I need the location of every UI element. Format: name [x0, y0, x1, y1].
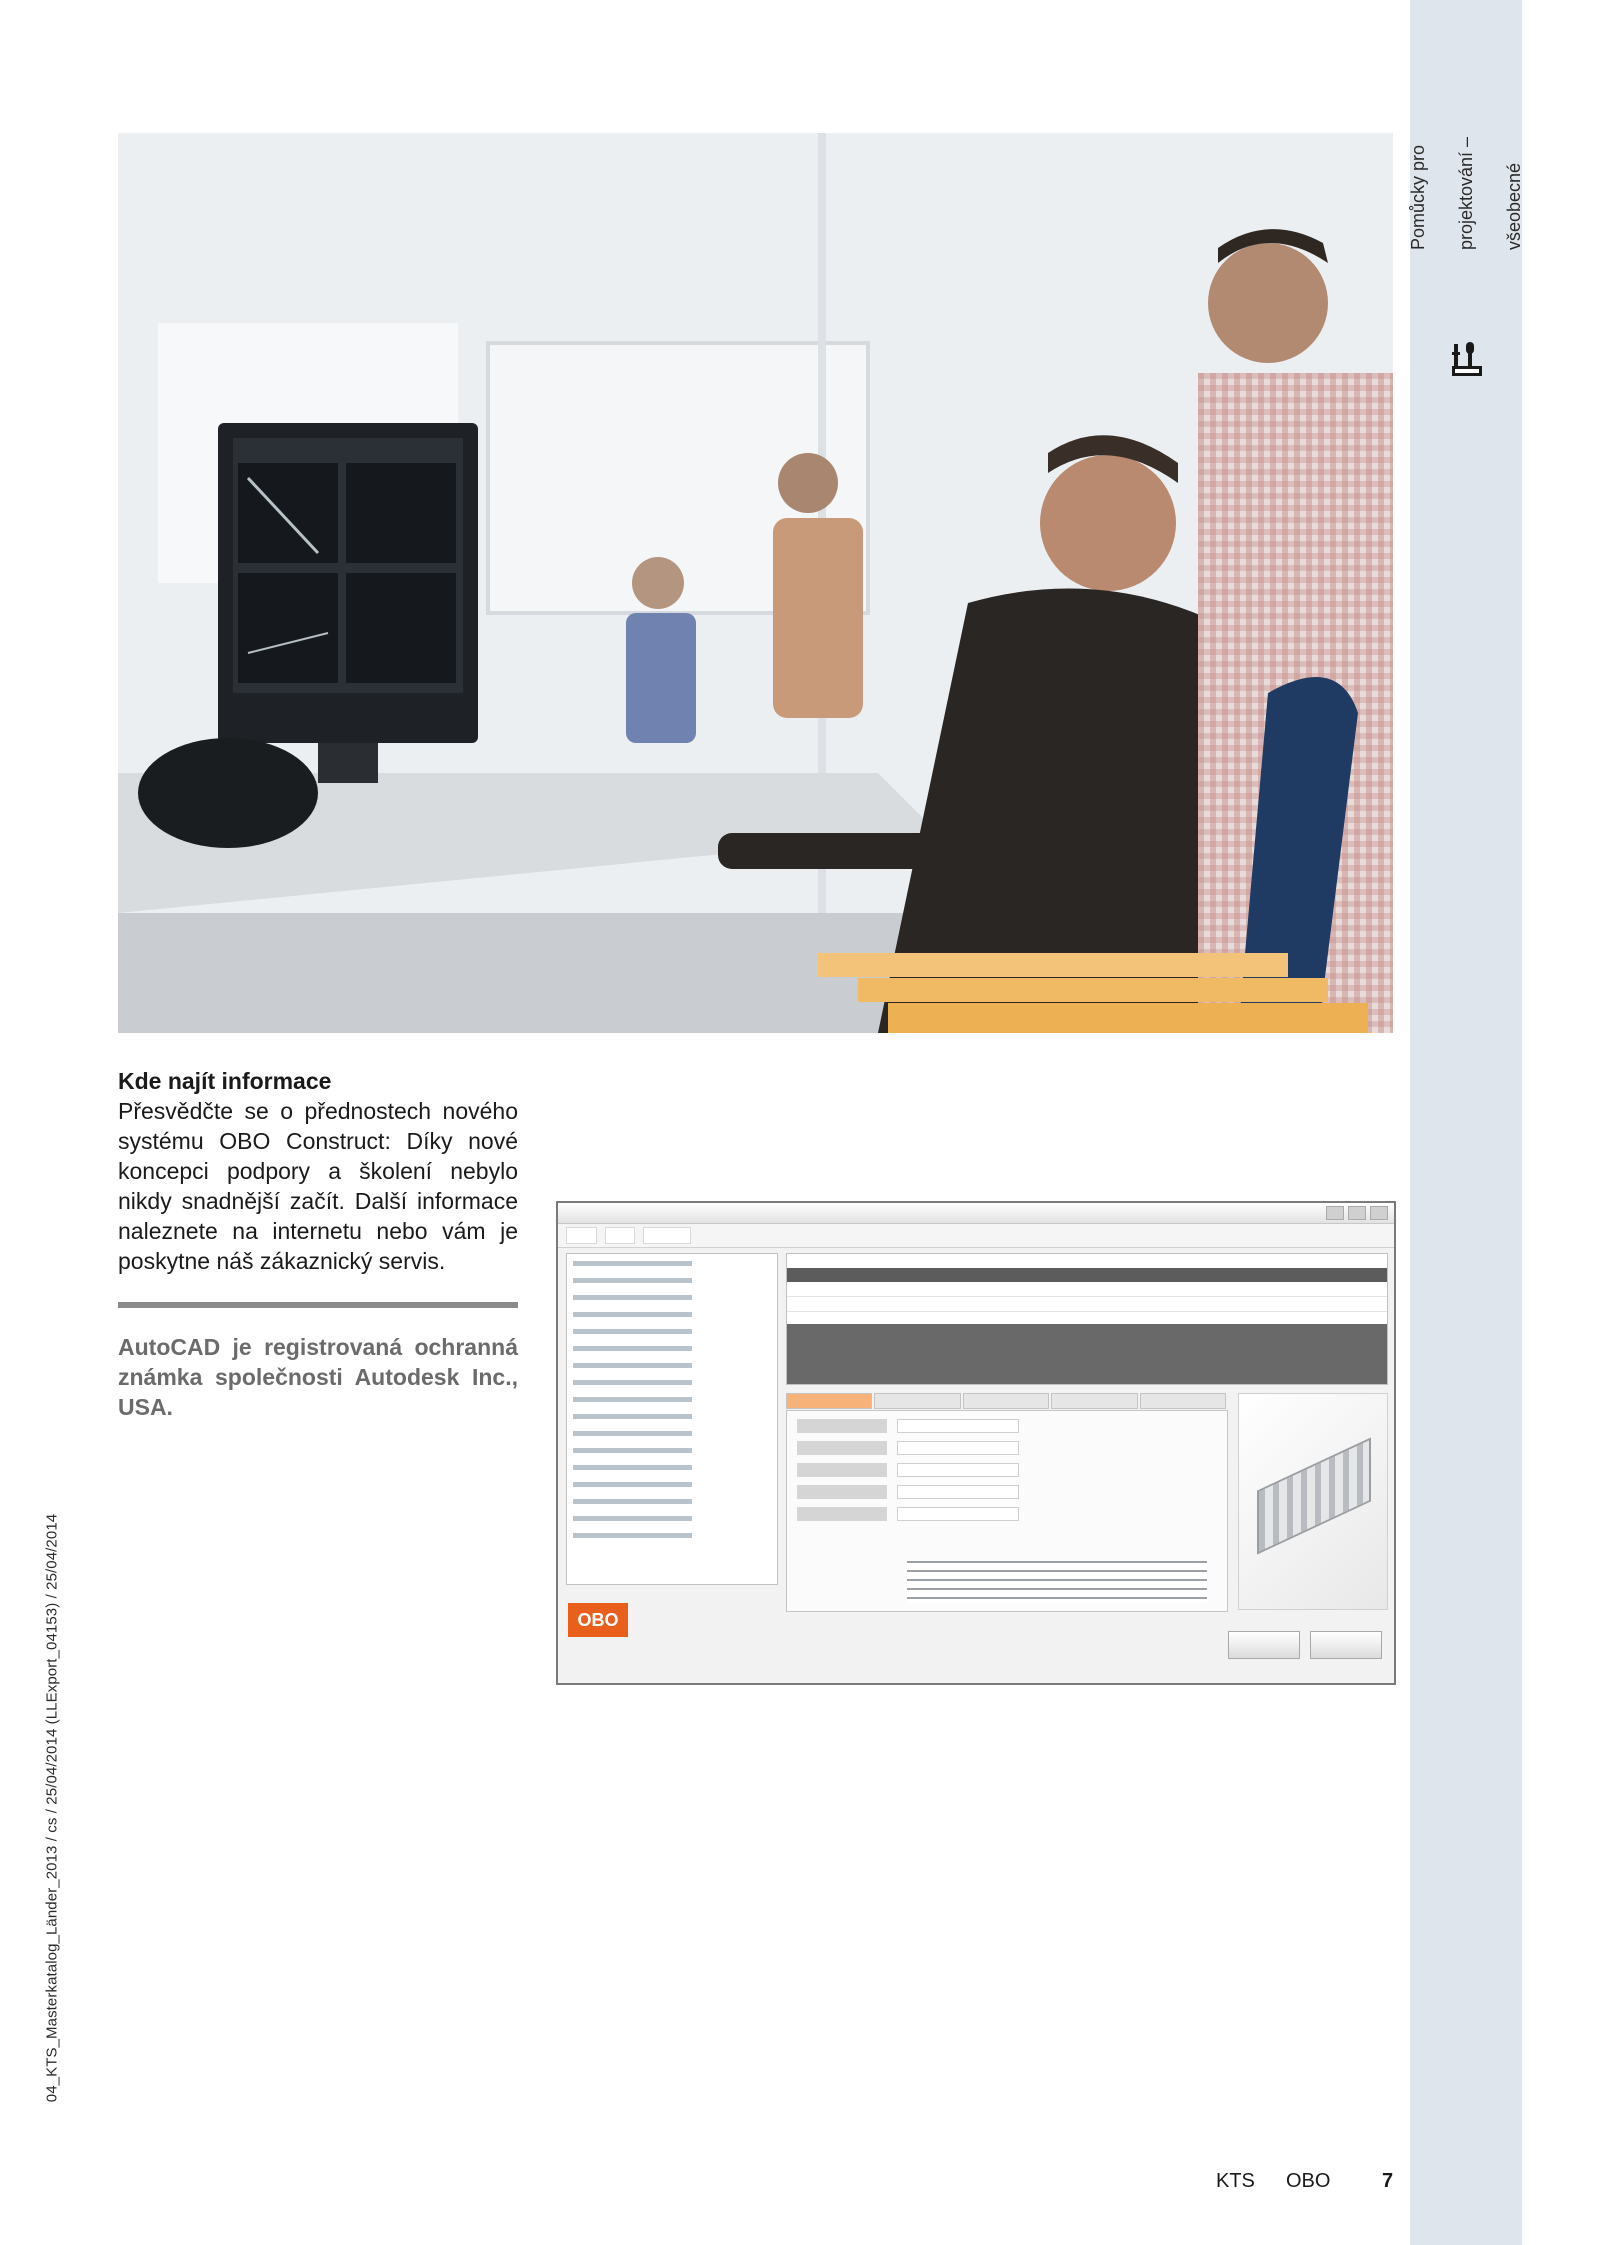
window-controls — [1326, 1206, 1388, 1220]
maximize-icon — [1348, 1206, 1366, 1220]
obo-logo: OBO — [568, 1603, 628, 1637]
trademark-note: AutoCAD je registrovaná ochranná známka společnosti Autodesk Inc., USA. — [118, 1334, 518, 1420]
screenshot-toolbar — [558, 1224, 1394, 1248]
info-heading: Kde najít informace — [118, 1068, 332, 1094]
office-photo-illustration — [118, 133, 1393, 1033]
screenshot-tree-panel — [566, 1253, 778, 1585]
screenshot-titlebar — [558, 1203, 1394, 1224]
footer-catalog: KTS — [1216, 2170, 1255, 2192]
minimize-icon — [1326, 1206, 1344, 1220]
office-photo-image — [118, 133, 1393, 1033]
cancel-button — [1310, 1631, 1382, 1659]
page-number: 7 — [1382, 2170, 1394, 2192]
toolbar-item — [643, 1227, 690, 1244]
software-screenshot-image — [556, 1201, 1396, 1685]
side-band — [1410, 0, 1522, 2245]
print-job-code: 04_KTS_Masterkatalog_Länder_2013 / cs / 25/04/2014 (LLExport_04153) / 25/04/2014 — [43, 1513, 61, 2103]
section-label-line-2: projektování – — [1456, 136, 1476, 250]
toolbar-item — [605, 1227, 636, 1244]
close-icon — [1370, 1206, 1388, 1220]
section-label-line-3: všeobecné — [1504, 162, 1524, 250]
toolbar-item — [566, 1227, 597, 1244]
screenshot-tabs — [786, 1393, 1226, 1409]
tools-icon — [1452, 342, 1482, 376]
divider — [118, 1302, 518, 1308]
info-column — [118, 1066, 518, 1422]
ok-button — [1228, 1631, 1300, 1659]
section-label — [1382, 50, 1550, 250]
screenshot-results-table — [786, 1253, 1388, 1385]
footer-brand: OBO — [1286, 2170, 1331, 2192]
section-label-line-1: Pomůcky pro — [1408, 144, 1428, 250]
cable-tray-image — [1238, 1393, 1388, 1610]
info-body: Přesvědčte se o přednostech nového systému OBO Construct: Díky nové koncepci podpory a školení nebylo nikdy snadnější začít. Další informace naleznete na internetu nebo vám je poskytne náš zákaznický servis. — [118, 1098, 518, 1274]
screenshot-form — [786, 1410, 1228, 1612]
